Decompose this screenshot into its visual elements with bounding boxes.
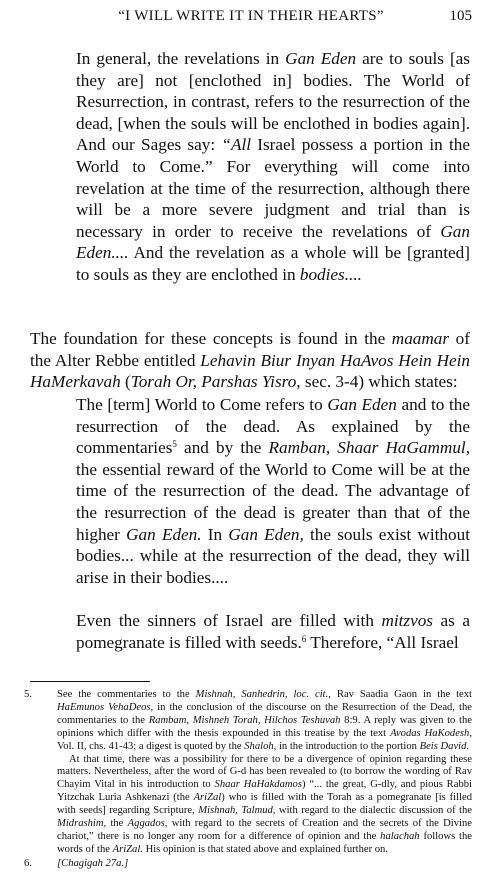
footnote-number: 5.: [24, 689, 32, 700]
fn-text: in the introduction to the portion: [276, 740, 420, 752]
text-run: (: [120, 372, 131, 392]
footnote-5: [24, 689, 472, 857]
quote-paragraph: [76, 48, 470, 286]
fn-italic: halachah: [380, 830, 420, 842]
quote-text: Israel possess a portion in the World to Come.” For everything will come into revelation at the time of the resurrection, although there will be a more severe judgment and trial than is necessary in order to receive the revelations of: [76, 135, 471, 241]
fn-italic: AriZal.: [112, 843, 143, 855]
fn-italic: HaEmunos VehaDeos,: [57, 701, 154, 713]
fn-italic: Aggados,: [127, 818, 168, 830]
italic-run: Torah Or, Parshas Yisro,: [130, 372, 301, 392]
fn-text: See the commentaries to the: [57, 689, 196, 700]
fn-italic: Avodas HaKodesh,: [390, 727, 472, 739]
fn-text: At that time, there was a possibility for there to be a divergence of opinion regarding these matters. Nevertheless, after the word of G-d has been revealed to (to borrow the wording of Rav Chayim Vital in his introduction to: [57, 753, 472, 791]
fn-italic: Beis David.: [419, 740, 470, 752]
block-quote-sinners: [76, 610, 470, 653]
footnotes: [24, 689, 472, 872]
footnote-paragraph: [57, 754, 472, 857]
quote-text: the souls exist without bodies... while at the resurrection of the dead, they will arise in their bodies....: [76, 524, 470, 587]
fn-text: with regard to the dialectic discussion of the: [275, 805, 472, 817]
quote-italic: Gan Eden,: [228, 524, 304, 544]
running-title: “I WILL WRITE IT IN THEIR HEARTS”: [118, 8, 384, 24]
footnote-number: 6.: [24, 857, 32, 869]
body-paragraph-foundation: [30, 328, 470, 393]
quote-italic: Ramban, Shaar HaGammul,: [268, 438, 470, 458]
footnote-ref-5[interactable]: 5: [172, 439, 177, 450]
quote-italic: Gan Eden: [327, 395, 397, 414]
quote-italic: Gan Eden....: [76, 221, 470, 263]
footnote-paragraph: [57, 689, 472, 754]
footnote-ref-6[interactable]: 6: [301, 633, 307, 644]
quote-italic: Gan Eden: [285, 49, 357, 68]
fn-italic: Midrashim,: [57, 818, 107, 830]
text-run: of the Alter Rebbe entitled: [30, 329, 470, 370]
fn-text: follows the words of the: [57, 830, 472, 855]
fn-text: ) “... the great, G-dly, and pious Rabbi Yitzchak Luria Ashkenazi (the: [57, 779, 472, 804]
quote-text: And the revelation as a whole will be [granted] to souls as they are enclothed in: [76, 243, 470, 284]
footnote-divider: [30, 681, 150, 682]
fn-italic: Shaar HaHakdamos: [214, 779, 302, 791]
quote-text: Therefore, “All Israel: [306, 632, 459, 652]
quote-italic: “All: [221, 135, 251, 155]
fn-text: 8:9. A reply was given to the opinions which differ with the thesis expounded in this treatise by the text: [57, 714, 472, 739]
quote-text: are to souls [as they are] not [enclothed in] bodies. The World of Resurrection, in contrast, refers to the resurrection of the dead, [when the souls will be enclothed in bodies again]. And our Sages say:: [76, 49, 470, 155]
block-quote-world-to-come: [76, 394, 470, 588]
fn-italic: Rambam, Mishneh Torah, Hilchos Teshuvah: [148, 714, 341, 726]
page-header: [30, 8, 472, 30]
body-text: [30, 328, 470, 393]
fn-text: Vol. II, chs. 41-43; a digest is quoted by the: [57, 740, 245, 752]
fn-text: in the conclusion of the discourse on the Resurrection of the Dead, the commentaries to the: [57, 701, 472, 726]
quote-text: In general, the revelations in: [76, 49, 286, 68]
footnote-6: [24, 858, 472, 871]
italic-run: Lehavin Biur Inyan HaAvos Hein Hein HaMerkavah: [30, 350, 470, 392]
quote-text: The [term] World to Come refers to: [76, 395, 328, 414]
quote-text: Even the sinners of Israel are filled with: [76, 611, 382, 630]
quote-paragraph: [76, 394, 470, 588]
fn-italic: [Chagigah 27a.]: [57, 857, 129, 869]
fn-text: ) who is filled with the Torah as a pomegranate [is filled with seeds] regarding Scripture,: [57, 792, 472, 817]
quote-text: the essential reward of the World to Come will be at the time of the resurrection of the dead. The advantage of the resurrection of the dead is greater than that of the higher: [76, 459, 470, 544]
fn-italic: Mishnah, Sanhedrin, loc. cit.,: [195, 689, 331, 700]
text-run: The foundation for these concepts is found in the: [30, 329, 392, 348]
fn-text: Rav Saadia Gaon in the text: [330, 689, 472, 700]
block-quote-gan-eden: [76, 48, 470, 286]
quote-text: as a pomegranate is filled with seeds.: [76, 611, 470, 652]
footnote-body: [57, 689, 472, 857]
footnote-paragraph: [57, 858, 472, 871]
quote-italic: bodies....: [299, 264, 362, 284]
text-run: sec. 3-4) which states:: [300, 372, 458, 392]
quote-text: and to the resurrection of the dead. As explained by the commentaries: [76, 395, 470, 458]
fn-italic: Mishnah, Talmud,: [198, 805, 276, 817]
fn-italic: Shaloh,: [244, 740, 277, 752]
fn-text: His opinion is that stated above and explained further on.: [142, 843, 389, 855]
fn-text: with regard to the secrets of Creation and the secrets of the Divine chariot,” there is no longer any room for a difference of opinion and the: [57, 818, 472, 842]
quote-text: and by the: [176, 438, 269, 458]
footnote-body: [57, 858, 472, 871]
fn-italic: AriZal: [193, 792, 222, 804]
quote-text: In: [201, 524, 229, 544]
fn-text: the: [106, 818, 128, 830]
quote-paragraph: [76, 610, 470, 653]
quote-italic: mitzvos: [381, 611, 433, 630]
page-number: 105: [449, 8, 472, 24]
italic-run: maamar: [391, 329, 450, 348]
quote-italic: Gan Eden.: [126, 524, 202, 544]
